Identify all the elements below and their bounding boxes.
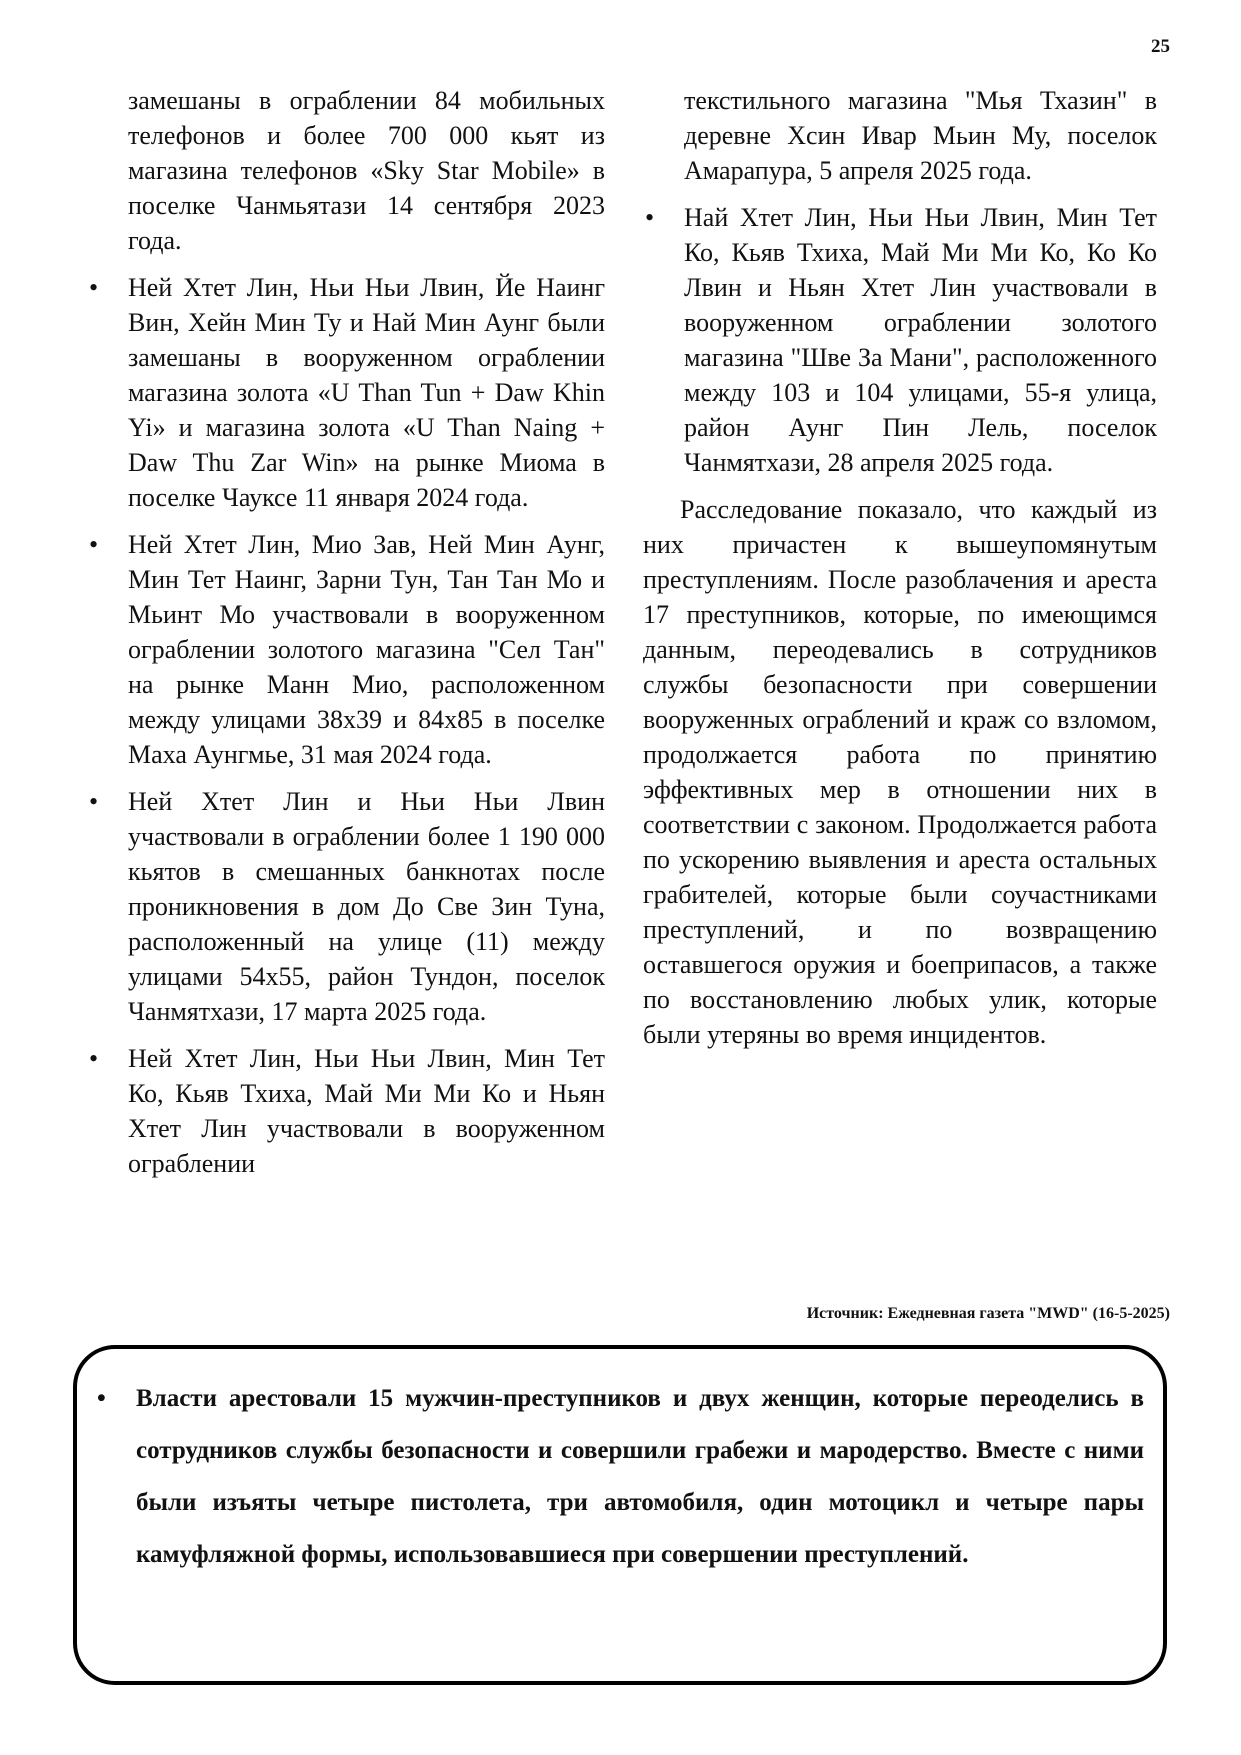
list-item: • Най Хтет Лин, Ньи Ньи Лвин, Мин Тет Ко, Кьяв Тхиха, Май Ми Ми Ко, Ко Ко Лвин и Ньян Хтет Лин участвовали в вооруженном ограблении золотого магазина "Шве За Мани", расположенного между 103 и 104 улицами, 55-я улица, район Аунг Пин Лель, поселок Чанмятхази, 28 апреля 2025 года. — [643, 200, 1157, 480]
right-column — [643, 83, 1157, 1052]
left-continuation-paragraph: замешаны в ограблении 84 мобильных телефонов и более 700 000 кьят из магазина телефонов «Sky Star Mobile» в поселке Чанмьятази 14 сентября 2023 года. — [128, 86, 605, 255]
list-item: • Ней Хтет Лин, Мио Зав, Ней Мин Аунг, Мин Тет Наинг, Зарни Тун, Тан Тан Мо и Мьинт Мо участвовали в вооруженном ограблении золотого магазина "Сел Тан" на рынке Манн Мио, расположенном между улицами 38x39 и 84x85 в поселке Маха Аунгмье, 31 мая 2024 года. — [87, 527, 605, 772]
source-line: Источник: Ежедневная газета "MWD" (16-5-2025) — [806, 1305, 1170, 1322]
right-bullet-list — [643, 200, 1157, 480]
list-item: • Ней Хтет Лин и Ньи Ньи Лвин участвовали в ограблении более 1 190 000 кьятов в смешанных банкнотах после проникновения в дом До Све Зин Туна, расположенный на улице (11) между улицами 54x55, район Тундон, поселок Чанмятхази, 17 марта 2025 года. — [87, 784, 605, 1029]
summary-text: Власти арестовали 15 мужчин-преступников и двух женщин, которые переоделись в сотрудников службы безопасности и совершили грабежи и мародерство. Вместе с ними были изъяты четыре пистолета, три автомобиля, один мотоцикл и четыре пары камуфляжной формы, использовавшиеся при совершении преступлений. — [136, 1385, 1144, 1568]
page-number: 25 — [1151, 36, 1170, 57]
summary-box — [73, 1345, 1167, 1685]
list-item: • Ней Хтет Лин, Ньи Ньи Лвин, Йе Наинг Вин, Хейн Мин Ту и Най Мин Аунг были замешаны в вооруженном ограблении магазина золота «U Than Tun + Daw Khin Yi» и магазина золота «U Than Naing + Daw Thu Zar Win» на рынке Миома в поселке Чауксе 11 января 2024 года. — [87, 270, 605, 515]
list-item: • Ней Хтет Лин, Ньи Ньи Лвин, Мин Тет Ко, Кьяв Тхиха, Май Ми Ми Ко и Ньян Хтет Лин участвовали в вооруженном ограблении — [87, 1041, 605, 1181]
left-column — [87, 83, 605, 1193]
investigation-paragraph: Расследование показало, что каждый из них причастен к вышеупомянутым преступлениям. После разоблачения и ареста 17 преступников, которые, по имеющимся данным, переодевались в сотрудников службы безопасности при совершении вооруженных ограблений и краж со взломом, продолжается работа по принятию эффективных мер в отношении них в соответствии с законом. Продолжается работа по ускорению выявления и ареста остальных грабителей, которые были соучастниками преступлений, и по возвращению оставшегося оружия и боеприпасов, а также по восстановлению любых улик, которые были утеряны во время инцидентов. — [643, 495, 1157, 1049]
right-continuation-paragraph: текстильного магазина "Мья Тхазин" в деревне Хсин Ивар Мьин Му, поселок Амарапура, 5 апреля 2025 года. — [684, 86, 1157, 185]
summary-bullet-icon: • — [97, 1385, 106, 1412]
left-bullet-list — [87, 270, 605, 1181]
